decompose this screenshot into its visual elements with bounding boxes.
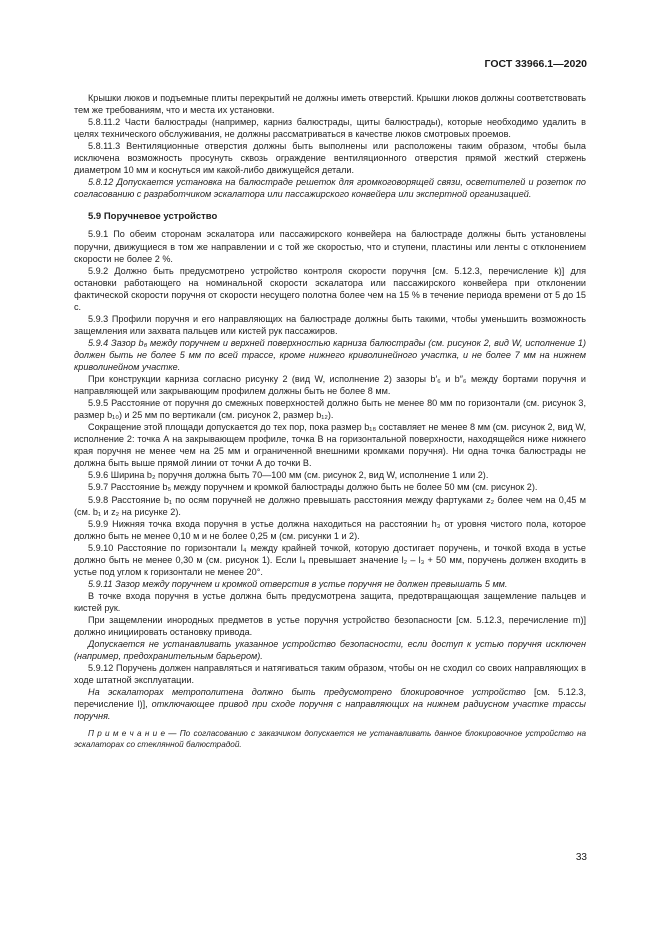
- section-heading: 5.9 Поручневое устройство: [88, 211, 218, 223]
- note: П р и м е ч а н и е — По согласованию с заказчиком допускается не устанавливать данное блокировочное устройство на эскалаторах со стеклянной балюстрадой.: [74, 729, 586, 750]
- paragraph-reference: [см. 5.12.3, перечисление l)],: [74, 687, 586, 710]
- paragraph: При конструкции карниза согласно рисунку 2 (вид W, исполнение 2) зазоры b′₆ и b″₆ между бортами поручня и направляющей или закрывающим профилем должны быть не более 8 мм.: [74, 374, 586, 397]
- paragraph: 5.9.8 Расстояние b₁ по осям поручней не должно превышать расстояния между фартуками z₂ более чем на 0,45 м (см. b₁ и z₂ на рисунке 2).: [74, 494, 586, 517]
- paragraph: 5.9.2 Должно быть предусмотрено устройство контроля скорости поручня [см. 5.12.3, перечисление k)] для остановки работающего на номинальной скорости эскалатора или пассажирского конвейера при отклонении фактической скорости поручня от скорости несущего полотна более чем на 15 % в течение периода времени от 5 до 15 с.: [74, 265, 586, 312]
- paragraph: 5.9.5 Расстояние от поручня до смежных поверхностей должно быть не менее 80 мм по горизонтали (см. рисунок 3, размер b₁₀) и 25 мм по вертикали (см. рисунок 2, размер b₁₂).: [74, 398, 586, 421]
- paragraph: 5.9.11 Зазор между поручнем и кромкой отверстия в устье поручня не должен превышать 5 мм.: [88, 578, 508, 589]
- paragraph: 5.8.11.3 Вентиляционные отверстия должны быть выполнены или расположены таким образом, чтобы была исключена возможность просунуть сквозь ограждение вентиляционного отверстия прямой жесткий стержень диаметром 10 мм и коснуться им какой-либо движущейся детали.: [74, 141, 586, 176]
- paragraph: 5.9.6 Ширина b₂ поручня должна быть 70—100 мм (см. рисунок 2, вид W, исполнение 1 или 2).: [88, 470, 489, 481]
- paragraph: 5.9.10 Расстояние по горизонтали l₄ между крайней точкой, которую достигает поручень, и точкой входа в устье должно быть не менее 0,30 м (см. рисунок 1). Если l₄ превышает значение l₂ – l₃ + 50 мм, поручень должен входить в устье под углом к горизонтали не менее 20°.: [74, 542, 586, 577]
- paragraph: 5.9.9 Нижняя точка входа поручня в устье должна находиться на расстоянии h₃ от уровня чистого пола, которое должно быть не менее 0,10 м и не более 0,25 м (см. рисунки 1 и 2).: [74, 518, 586, 541]
- paragraph: При защемлении инородных предметов в устье поручня устройство безопасности [см. 5.12.3, перечисление m)] должно инициировать остановку привода.: [74, 614, 586, 638]
- paragraph: Крышки люков и подъемные плиты перекрытий не должны иметь отверстий. Крышки люков должны соответствовать тем же требованиям, что и места их установки.: [74, 93, 586, 116]
- paragraph: 5.9.7 Расстояние b₅ между поручнем и кромкой балюстрады должно быть не более 50 мм (см. рисунок 2).: [88, 482, 538, 493]
- paragraph: Допускается не устанавливать указанное устройство безопасности, если доступ к устью поручня исключен (например, предохранительным барьером).: [74, 639, 586, 662]
- paragraph: В точке входа поручня в устье должна быть предусмотрена защита, предотвращающая защемление пальцев и кистей рук.: [74, 590, 586, 613]
- paragraph: 5.9.12 Поручень должен направляться и натягиваться таким образом, чтобы он не сходил со своих направляющих в ходе штатной эксплуатации.: [74, 663, 586, 686]
- paragraph: 5.9.1 По обеим сторонам эскалатора или пассажирского конвейера на балюстраде должны быть установлены поручни, движущиеся в том же направлении и с той же скоростью, что и ступени, пластины или ленты с отклонением скорости не более 2 %.: [74, 229, 586, 264]
- paragraph-italic-part: отключающее привод при сходе поручня с направляющих на нижнем радиусном участке трассы поручня.: [74, 699, 587, 722]
- paragraph: 5.8.12 Допускается установка на балюстраде решеток для громкоговорящей связи, осветителей и розеток по согласованию с разработчиком эскалатора или пассажирского конвейера или экспертной организацией.: [74, 177, 586, 200]
- paragraph: 5.9.4 Зазор b₆ между поручнем и верхней поверхностью карниза балюстрады (см. рисунок 2, вид W, исполнение 1) должен быть не более 5 мм по всей трассе, кроме нижнего криволинейного участка, и не более 7 мм на нижнем криволинейном участке.: [74, 337, 586, 372]
- paragraph: 5.9.3 Профили поручня и его направляющих на балюстраде должны быть такими, чтобы уменьшить возможность защемления или захвата пальцев или кистей рук пассажиров.: [74, 313, 586, 336]
- page-body: [74, 92, 586, 750]
- page-number: 33: [575, 852, 587, 863]
- paragraph: Сокращение этой площади допускается до тех пор, пока размер b₁₈ составляет не менее 8 мм (см. рисунок 2, вид W, исполнение 2: точка А на закрывающем профиле, точка В на горизонтальной поверхности, находящейся ниже нижнего края поручня не менее чем на 25 мм и ограниченной внешними кромками поручня). Ни одна точка балюстрады не должна быть выше прямой линии от точки А до точки В.: [74, 422, 586, 469]
- paragraph: [74, 686, 586, 722]
- document-code: ГОСТ 33966.1—2020: [484, 58, 587, 70]
- paragraph-italic-part: На эскалаторах метрополитена должно быть предусмотрено блокировочное устройство: [88, 687, 526, 698]
- paragraph: 5.8.11.2 Части балюстрады (например, карниз балюстрады, щиты балюстрады), которые необходимо удалить в целях технического обслуживания, не должны рассматриваться в качестве люков смотровых проемов.: [74, 117, 586, 140]
